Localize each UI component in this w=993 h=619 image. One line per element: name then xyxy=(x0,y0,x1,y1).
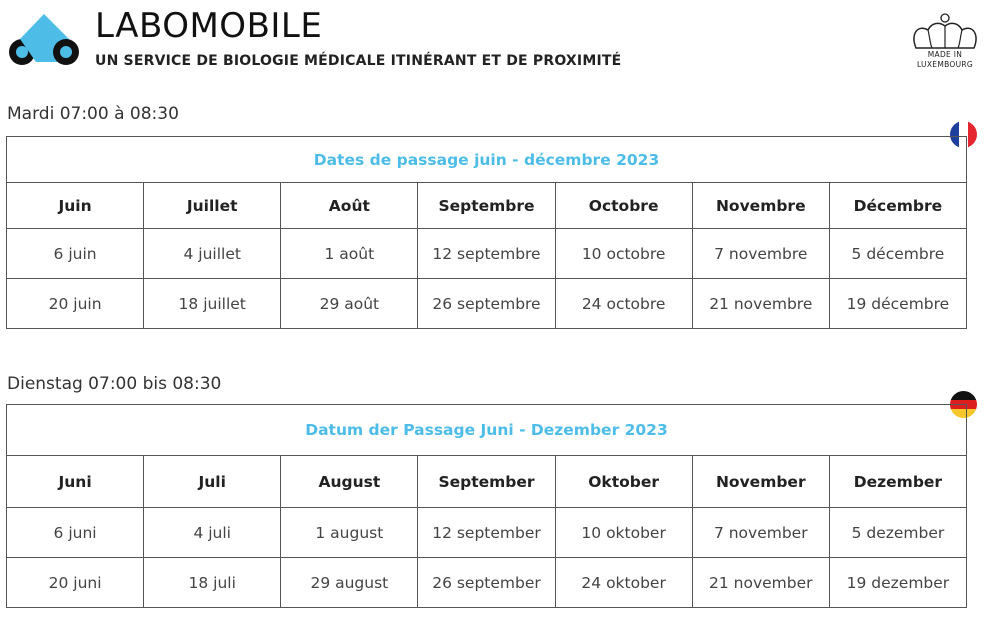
fr-date-cell: 4 juillet xyxy=(144,229,281,279)
crown-icon xyxy=(908,12,982,52)
fr-month-header: Juillet xyxy=(144,183,281,229)
de-date-cell: 4 juli xyxy=(144,508,281,558)
fr-date-cell: 21 novembre xyxy=(692,279,829,329)
de-date-cell: 24 oktober xyxy=(555,558,692,608)
luxembourg-text: LUXEMBOURG xyxy=(916,60,974,69)
fr-date-cell: 12 septembre xyxy=(418,229,555,279)
de-month-header: Dezember xyxy=(829,456,966,508)
de-date-cell: 26 september xyxy=(418,558,555,608)
fr-month-header: Août xyxy=(281,183,418,229)
de-date-cell: 1 august xyxy=(281,508,418,558)
de-date-cell: 18 juli xyxy=(144,558,281,608)
de-date-cell: 21 november xyxy=(692,558,829,608)
de-date-cell: 20 juni xyxy=(7,558,144,608)
fr-date-cell: 20 juin xyxy=(7,279,144,329)
de-date-cell: 5 dezember xyxy=(829,508,966,558)
de-date-cell: 6 juni xyxy=(7,508,144,558)
fr-date-cell: 26 septembre xyxy=(418,279,555,329)
made-in-luxembourg-badge xyxy=(908,12,982,72)
fr-date-cell: 24 octobre xyxy=(555,279,692,329)
made-in-text: MADE IN xyxy=(927,50,963,59)
fr-table-title: Dates de passage juin - décembre 2023 xyxy=(7,137,967,183)
fr-date-cell: 6 juin xyxy=(7,229,144,279)
de-month-header: August xyxy=(281,456,418,508)
de-date-cell: 19 dezember xyxy=(829,558,966,608)
fr-date-cell: 10 octobre xyxy=(555,229,692,279)
de-date-cell: 10 oktober xyxy=(555,508,692,558)
fr-date-cell: 5 décembre xyxy=(829,229,966,279)
de-date-cell: 29 august xyxy=(281,558,418,608)
de-month-header: Juni xyxy=(7,456,144,508)
fr-schedule-table xyxy=(6,136,967,329)
fr-schedule-time-label: Mardi 07:00 à 08:30 xyxy=(7,104,179,124)
fr-month-header: Juin xyxy=(7,183,144,229)
fr-date-cell: 18 juillet xyxy=(144,279,281,329)
fr-month-header: Octobre xyxy=(555,183,692,229)
fr-date-cell: 19 décembre xyxy=(829,279,966,329)
page-header xyxy=(0,0,993,80)
de-month-header: Juli xyxy=(144,456,281,508)
de-date-cell: 12 september xyxy=(418,508,555,558)
fr-date-cell: 7 novembre xyxy=(692,229,829,279)
de-schedule-time-label: Dienstag 07:00 bis 08:30 xyxy=(7,374,222,394)
de-date-cell: 7 november xyxy=(692,508,829,558)
fr-month-header: Décembre xyxy=(829,183,966,229)
de-month-header: Oktober xyxy=(555,456,692,508)
brand-tagline: UN SERVICE DE BIOLOGIE MÉDICALE ITINÉRANT ET DE PROXIMITÉ xyxy=(95,53,622,69)
de-schedule-table xyxy=(6,404,967,608)
fr-month-header: Septembre xyxy=(418,183,555,229)
fr-month-header: Novembre xyxy=(692,183,829,229)
brand-name: LABOMOBILE xyxy=(95,6,323,46)
labomobile-logo-icon xyxy=(6,12,80,70)
fr-date-cell: 1 août xyxy=(281,229,418,279)
fr-date-cell: 29 août xyxy=(281,279,418,329)
de-month-header: September xyxy=(418,456,555,508)
de-month-header: November xyxy=(692,456,829,508)
de-table-title: Datum der Passage Juni - Dezember 2023 xyxy=(7,405,967,456)
